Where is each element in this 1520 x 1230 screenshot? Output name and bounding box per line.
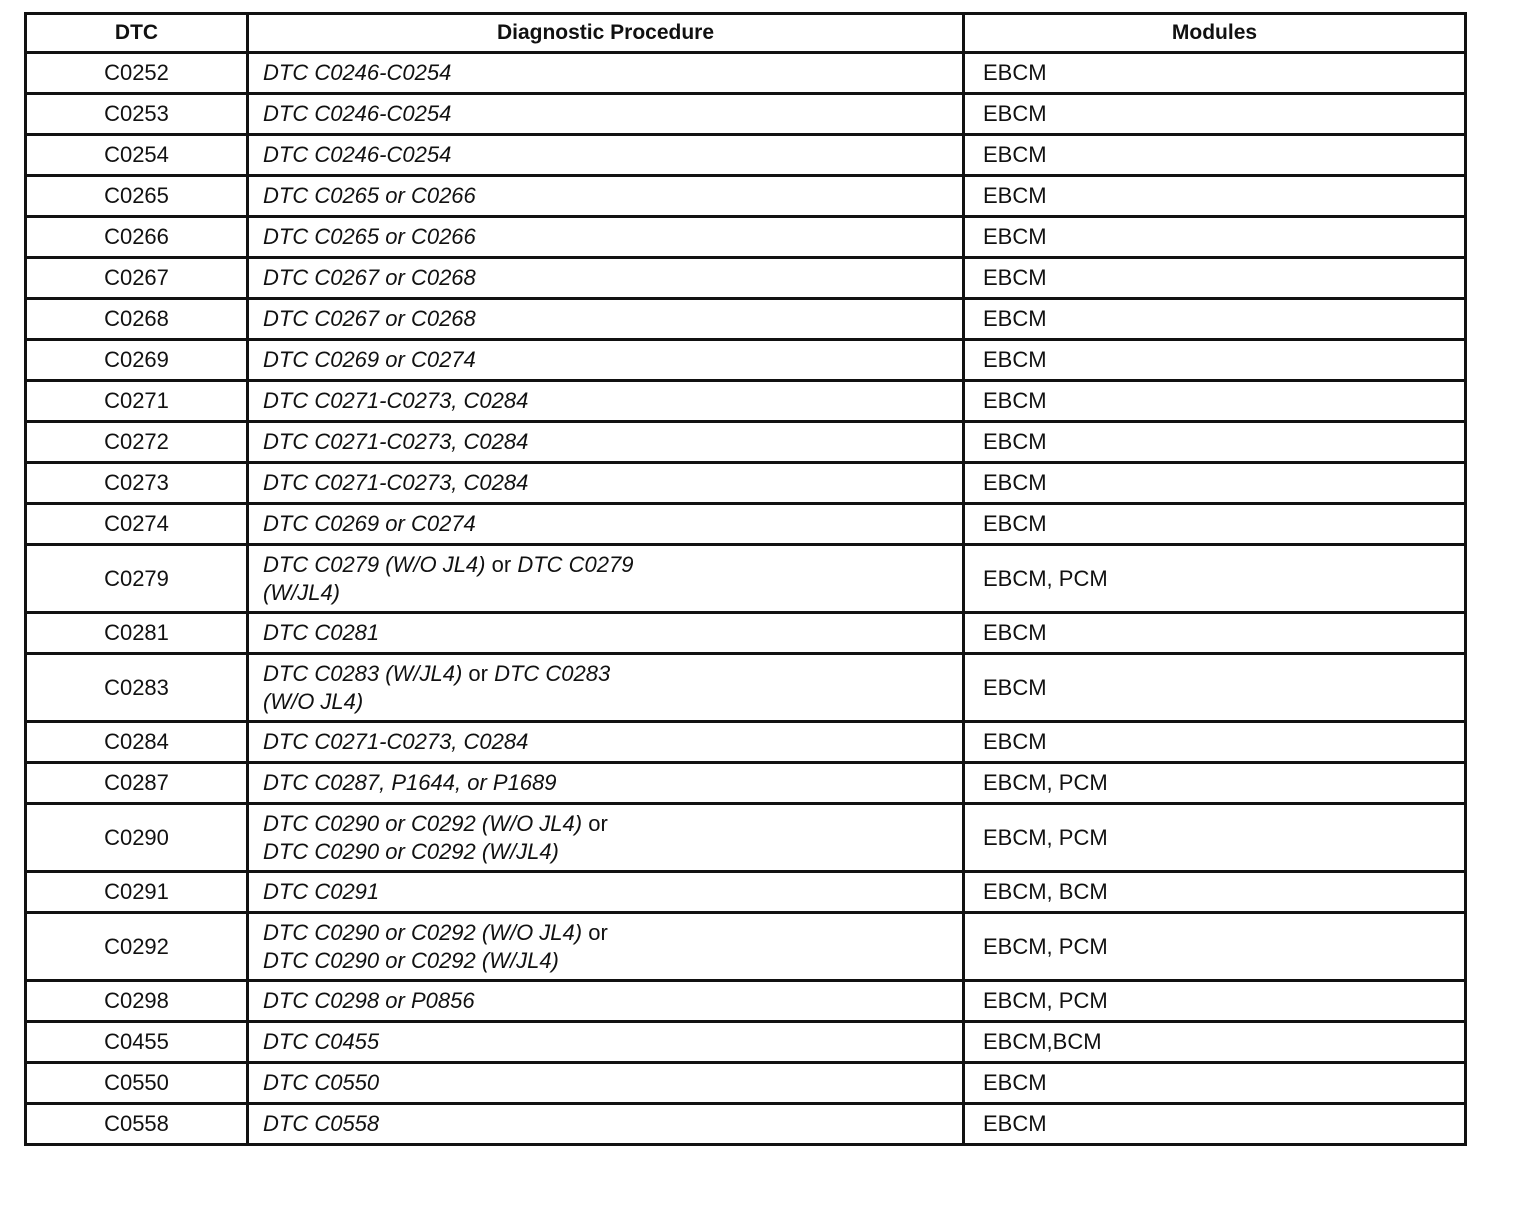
dtc-cell: C0284	[26, 722, 248, 763]
procedure-cell	[248, 94, 964, 135]
table-body	[26, 53, 1466, 1145]
procedure-link[interactable]: DTC C0281	[263, 620, 380, 645]
dtc-cell: C0269	[26, 340, 248, 381]
table-row	[26, 217, 1466, 258]
procedure-link-continued[interactable]: (W/JL4)	[263, 579, 340, 605]
procedure-link[interactable]: DTC C0287, P1644, or P1689	[263, 770, 557, 795]
procedure-link[interactable]: DTC C0291	[263, 879, 380, 904]
modules-cell: EBCM	[964, 176, 1466, 217]
modules-cell: EBCM	[964, 217, 1466, 258]
procedure-cell	[248, 872, 964, 913]
table-row	[26, 1104, 1466, 1145]
table-row	[26, 463, 1466, 504]
procedure-link[interactable]: DTC C0269 or C0274	[263, 511, 476, 536]
dtc-cell: C0267	[26, 258, 248, 299]
procedure-cell	[248, 1104, 964, 1145]
modules-cell: EBCM	[964, 722, 1466, 763]
procedure-link[interactable]: DTC C0269 or C0274	[263, 347, 476, 372]
procedure-cell	[248, 463, 964, 504]
dtc-cell: C0265	[26, 176, 248, 217]
modules-cell: EBCM, PCM	[964, 763, 1466, 804]
modules-cell: EBCM	[964, 422, 1466, 463]
modules-cell: EBCM, BCM	[964, 872, 1466, 913]
procedure-link[interactable]: DTC C0283	[494, 660, 611, 686]
procedure-link[interactable]: DTC C0290 or C0292 (W/JL4)	[263, 838, 559, 864]
table-row	[26, 504, 1466, 545]
procedure-cell	[248, 53, 964, 94]
dtc-cell: C0253	[26, 94, 248, 135]
modules-cell: EBCM	[964, 53, 1466, 94]
procedure-link[interactable]: DTC C0290 or C0292 (W/O JL4)	[263, 810, 583, 836]
procedure-cell	[248, 340, 964, 381]
table-row	[26, 763, 1466, 804]
dtc-cell: C0273	[26, 463, 248, 504]
modules-cell: EBCM	[964, 613, 1466, 654]
table-row	[26, 613, 1466, 654]
dtc-cell: C0281	[26, 613, 248, 654]
table-row	[26, 258, 1466, 299]
procedure-cell	[248, 422, 964, 463]
modules-cell: EBCM, PCM	[964, 804, 1466, 872]
procedure-link[interactable]: DTC C0279 (W/O JL4)	[263, 551, 486, 577]
modules-cell: EBCM	[964, 1104, 1466, 1145]
table-row	[26, 804, 1466, 872]
table-row	[26, 654, 1466, 722]
procedure-cell	[248, 217, 964, 258]
procedure-cell	[248, 804, 964, 872]
procedure-cell	[248, 176, 964, 217]
header-modules: Modules	[964, 14, 1466, 53]
procedure-link[interactable]: DTC C0290 or C0292 (W/JL4)	[263, 947, 559, 973]
dtc-cell: C0550	[26, 1063, 248, 1104]
procedure-conjunction: or	[588, 919, 608, 945]
table-row	[26, 381, 1466, 422]
dtc-cell: C0287	[26, 763, 248, 804]
modules-cell: EBCM	[964, 463, 1466, 504]
procedure-link[interactable]: DTC C0265 or C0266	[263, 224, 476, 249]
dtc-cell: C0254	[26, 135, 248, 176]
procedure-link[interactable]: DTC C0271-C0273, C0284	[263, 388, 529, 413]
modules-cell: EBCM	[964, 1063, 1466, 1104]
modules-cell: EBCM	[964, 381, 1466, 422]
modules-cell: EBCM	[964, 135, 1466, 176]
table-header	[26, 14, 1466, 53]
procedure-conjunction: or	[468, 660, 488, 686]
table-row	[26, 340, 1466, 381]
table-row	[26, 135, 1466, 176]
procedure-link[interactable]: DTC C0246-C0254	[263, 142, 452, 167]
dtc-cell: C0290	[26, 804, 248, 872]
table-row	[26, 872, 1466, 913]
header-dtc: DTC	[26, 14, 248, 53]
modules-cell: EBCM	[964, 340, 1466, 381]
dtc-cell: C0558	[26, 1104, 248, 1145]
table-row	[26, 299, 1466, 340]
dtc-cell: C0279	[26, 545, 248, 613]
procedure-link[interactable]: DTC C0271-C0273, C0284	[263, 729, 529, 754]
procedure-link[interactable]: DTC C0279	[517, 551, 634, 577]
modules-cell: EBCM	[964, 504, 1466, 545]
procedure-link[interactable]: DTC C0246-C0254	[263, 101, 452, 126]
procedure-link[interactable]: DTC C0271-C0273, C0284	[263, 429, 529, 454]
modules-cell: EBCM, PCM	[964, 545, 1466, 613]
modules-cell: EBCM, PCM	[964, 981, 1466, 1022]
procedure-link[interactable]: DTC C0267 or C0268	[263, 265, 476, 290]
dtc-cell: C0291	[26, 872, 248, 913]
procedure-conjunction: or	[588, 810, 608, 836]
procedure-cell	[248, 722, 964, 763]
procedure-link[interactable]: DTC C0550	[263, 1070, 380, 1095]
table-row	[26, 94, 1466, 135]
procedure-link[interactable]: DTC C0298 or P0856	[263, 988, 475, 1013]
procedure-link[interactable]: DTC C0271-C0273, C0284	[263, 470, 529, 495]
dtc-cell: C0274	[26, 504, 248, 545]
table-row	[26, 176, 1466, 217]
modules-cell: EBCM	[964, 299, 1466, 340]
procedure-cell	[248, 504, 964, 545]
procedure-cell	[248, 1022, 964, 1063]
table-row	[26, 913, 1466, 981]
dtc-cell: C0292	[26, 913, 248, 981]
table-row	[26, 1022, 1466, 1063]
procedure-cell	[248, 258, 964, 299]
table-row	[26, 545, 1466, 613]
dtc-cell: C0298	[26, 981, 248, 1022]
procedure-link[interactable]: DTC C0246-C0254	[263, 60, 452, 85]
procedure-cell	[248, 654, 964, 722]
procedure-cell	[248, 613, 964, 654]
modules-cell: EBCM	[964, 258, 1466, 299]
table-row	[26, 981, 1466, 1022]
procedure-link-continued[interactable]: (W/O JL4)	[263, 688, 364, 714]
table-row	[26, 1063, 1466, 1104]
procedure-cell	[248, 135, 964, 176]
procedure-link[interactable]: DTC C0455	[263, 1029, 380, 1054]
header-diagnostic-procedure: Diagnostic Procedure	[248, 14, 964, 53]
table-row	[26, 722, 1466, 763]
procedure-link[interactable]: DTC C0290 or C0292 (W/O JL4)	[263, 919, 583, 945]
dtc-cell: C0266	[26, 217, 248, 258]
procedure-link[interactable]: DTC C0283 (W/JL4)	[263, 660, 463, 686]
dtc-table	[24, 12, 1467, 1146]
procedure-cell	[248, 981, 964, 1022]
dtc-cell: C0271	[26, 381, 248, 422]
dtc-cell: C0455	[26, 1022, 248, 1063]
dtc-cell: C0272	[26, 422, 248, 463]
dtc-cell: C0268	[26, 299, 248, 340]
procedure-cell	[248, 381, 964, 422]
procedure-cell	[248, 545, 964, 613]
procedure-cell	[248, 1063, 964, 1104]
procedure-cell	[248, 913, 964, 981]
procedure-link[interactable]: DTC C0265 or C0266	[263, 183, 476, 208]
modules-cell: EBCM	[964, 94, 1466, 135]
header-row	[26, 14, 1466, 53]
dtc-cell: C0283	[26, 654, 248, 722]
modules-cell: EBCM, PCM	[964, 913, 1466, 981]
procedure-link[interactable]: DTC C0267 or C0268	[263, 306, 476, 331]
table-row	[26, 422, 1466, 463]
modules-cell: EBCM	[964, 654, 1466, 722]
modules-cell: EBCM,BCM	[964, 1022, 1466, 1063]
table-row	[26, 53, 1466, 94]
procedure-link[interactable]: DTC C0558	[263, 1111, 380, 1136]
procedure-cell	[248, 299, 964, 340]
procedure-cell	[248, 763, 964, 804]
dtc-cell: C0252	[26, 53, 248, 94]
procedure-conjunction: or	[491, 551, 512, 577]
